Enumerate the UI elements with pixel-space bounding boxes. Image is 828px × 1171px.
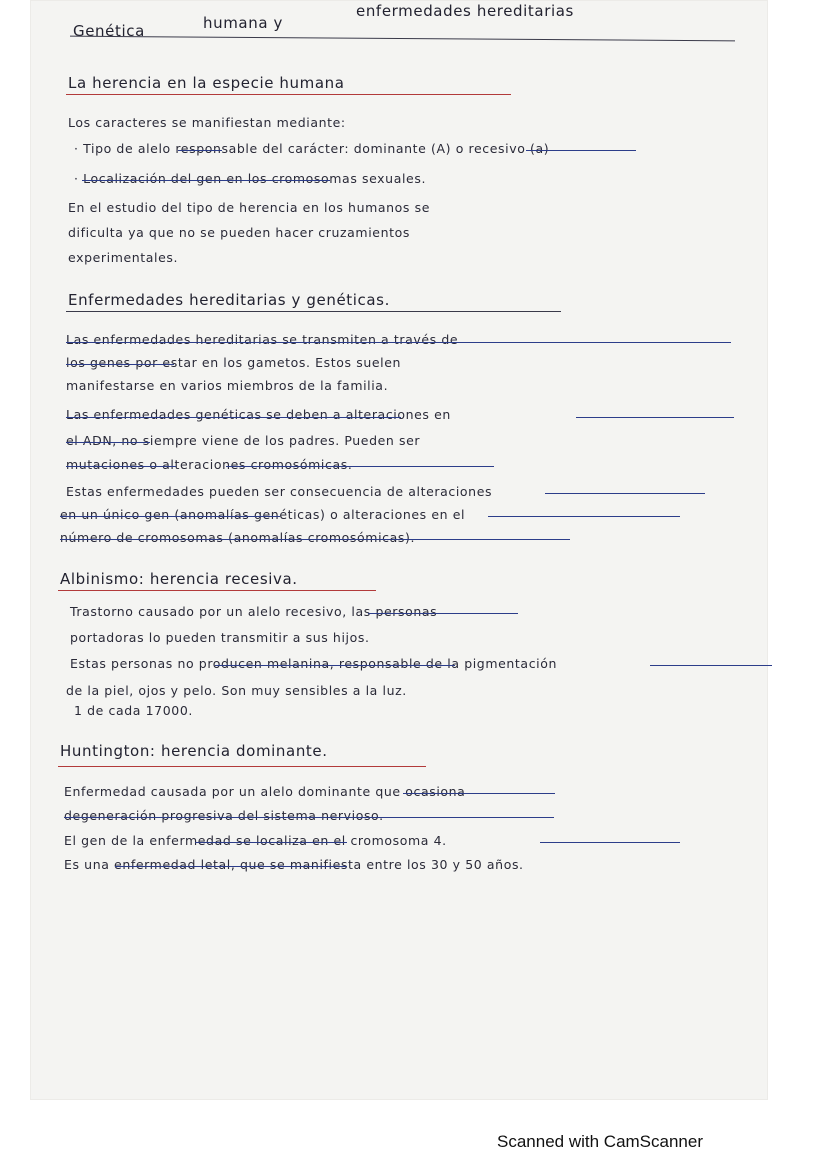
section-underline-enfermedades [66, 311, 561, 312]
text-line: Estas personas no producen melanina, responsable de la pigmentación [70, 656, 558, 671]
title-word-genetica: Genética [73, 22, 145, 40]
text-line: de la piel, ojos y pelo. Son muy sensibles a la luz. [66, 683, 407, 698]
strike-mark [403, 793, 555, 794]
strike-mark [60, 539, 570, 540]
section-underline-herencia [66, 94, 511, 95]
text-line: portadoras lo pueden transmitir a sus hijos. [70, 630, 370, 645]
strike-mark [82, 180, 330, 181]
strike-mark [368, 613, 518, 614]
strike-mark [526, 150, 636, 151]
strike-mark [66, 417, 401, 418]
strike-mark [178, 150, 222, 151]
text-line: Las enfermedades hereditarias se transmiten a través de [66, 332, 459, 347]
strike-mark [195, 842, 347, 843]
strike-mark [60, 516, 280, 517]
text-line: número de cromosomas (anomalías cromosómicas). [60, 530, 416, 545]
strike-mark [540, 842, 680, 843]
text-line: El gen de la enfermedad se localiza en el cromosoma 4. [64, 833, 447, 848]
title-word-enfermedades: enfermedades hereditarias [356, 2, 574, 20]
text-line: Estas enfermedades pueden ser consecuencia de alteraciones [66, 484, 493, 499]
strike-mark [226, 466, 494, 467]
section-heading-enfermedades: Enfermedades hereditarias y genéticas. [68, 291, 390, 309]
strike-mark [215, 665, 455, 666]
section-underline-huntington [58, 766, 426, 767]
text-line: Enfermedad causada por un alelo dominante que ocasiona [64, 784, 466, 799]
text-line: degeneración progresiva del sistema nervioso. [64, 808, 384, 823]
text-line: Es una enfermedad letal, que se manifiesta entre los 30 y 50 años. [64, 857, 524, 872]
text-line: manifestarse en varios miembros de la familia. [66, 378, 389, 393]
strike-mark [576, 417, 734, 418]
section-underline-albinismo [58, 590, 376, 591]
text-line: mutaciones o alteraciones cromosómicas. [66, 457, 353, 472]
text-line: dificulta ya que no se pueden hacer cruzamientos [68, 225, 410, 240]
text-line: Las enfermedades genéticas se deben a alteraciones en [66, 407, 451, 422]
strike-mark [64, 817, 554, 818]
strike-mark [66, 442, 150, 443]
scanner-watermark: Scanned with CamScanner [497, 1132, 704, 1151]
text-line: en un único gen (anomalías genéticas) o alteraciones en el [60, 507, 466, 522]
text-line: 1 de cada 17000. [74, 703, 193, 718]
text-line: experimentales. [68, 250, 179, 265]
text-line: · Localización del gen en los cromosomas sexuales. [74, 171, 427, 186]
section-heading-albinismo: Albinismo: herencia recesiva. [60, 570, 298, 588]
strike-mark [488, 516, 680, 517]
title-word-humana: humana y [203, 14, 283, 32]
text-line: · Tipo de alelo responsable del carácter: dominante (A) o recesivo (a) [74, 141, 550, 156]
strike-mark [650, 665, 772, 666]
scanned-page [30, 0, 768, 1100]
strike-mark [66, 364, 174, 365]
text-line: los genes por estar en los gametos. Estos suelen [66, 355, 402, 370]
section-heading-herencia: La herencia en la especie humana [68, 74, 345, 92]
strike-mark [66, 466, 176, 467]
strike-mark [66, 342, 731, 343]
section-heading-huntington: Huntington: herencia dominante. [60, 742, 328, 760]
text-line: el ADN, no siempre viene de los padres. Pueden ser [66, 433, 421, 448]
text-line: Trastorno causado por un alelo recesivo, las personas [70, 604, 438, 619]
strike-mark [115, 866, 347, 867]
text-line: Los caracteres se manifiestan mediante: [68, 115, 346, 130]
text-line: En el estudio del tipo de herencia en los humanos se [68, 200, 430, 215]
strike-mark [545, 493, 705, 494]
